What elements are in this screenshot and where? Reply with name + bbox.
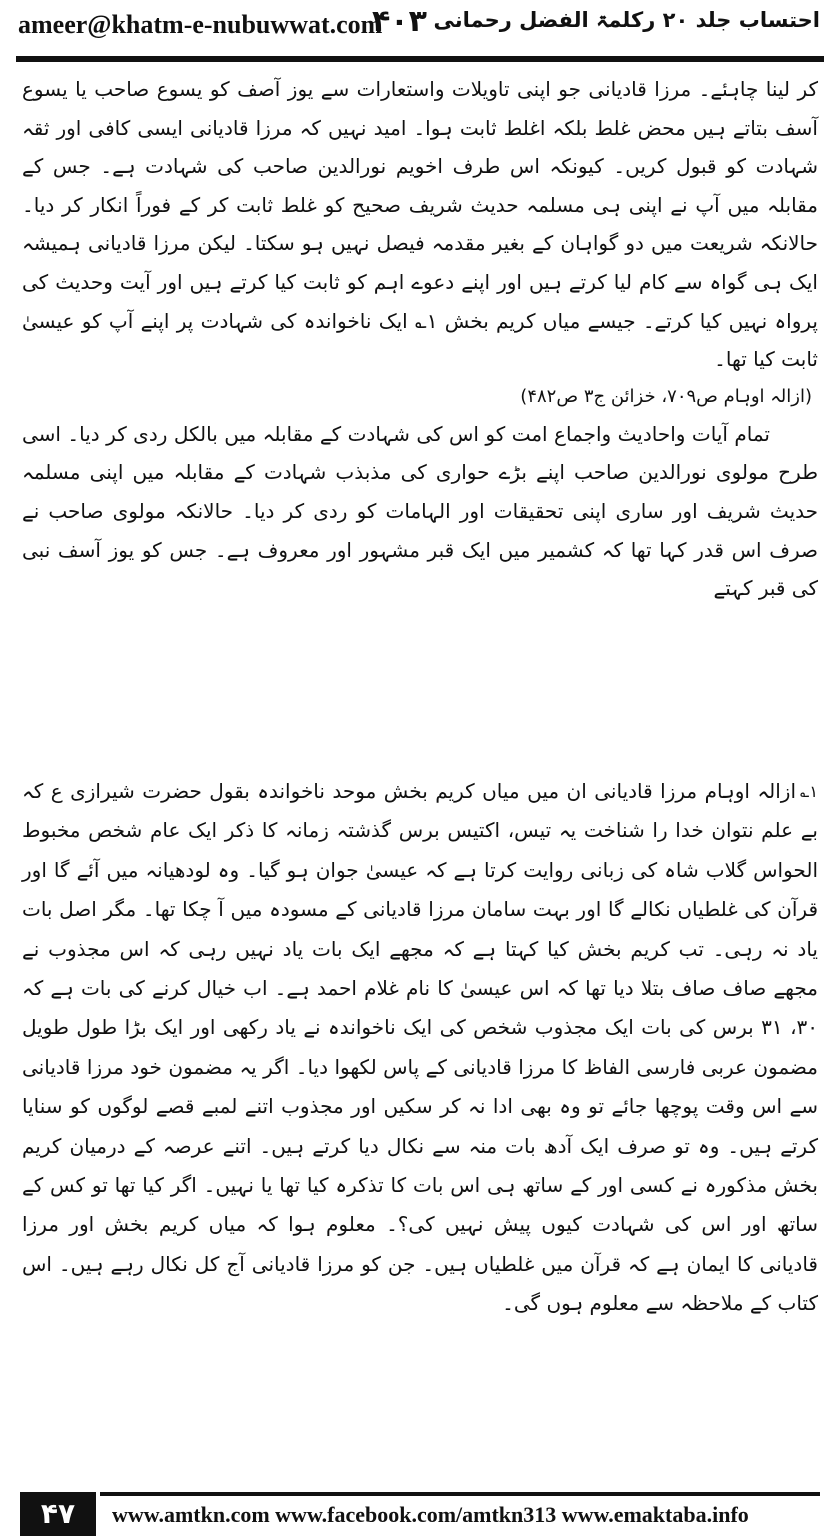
main-paragraph-1: کر لینا چاہئے۔ مرزا قادیانی جو اپنی تاویلات واستعارات سے یوز آصف کو یسوع صاحب یا یسوع آسف بتاتے ہیں محض غلط بلکہ اغلط ثابت ہوا۔ امید نہیں کہ مرزا قادیانی ایسی کافی اور ثقہ شہادت کو قبول کریں۔ کیونکہ اس طرف اخویم نورالدین صاحب کی شہادت ہے۔ جس کے مقابلہ میں آپ نے اپنی ہی مسلمہ حدیث شریف صحیح کو غلط ثابت کر کے فوراً انکار کر دیا۔ حالانکہ شریعت میں دو گواہان کے بغیر مقدمہ فیصل نہیں ہو سکتا۔ لیکن مرزا قادیانی ہمیشہ ایک ہی گواہ سے کام لیا کرتے ہیں اور اپنے دعوے اہم کو ثابت کیا کرتے ہیں اور آیت وحدیث کی پرواہ نہیں کیا کرتے۔ جیسے میاں کریم بخش ۱؎ ایک ناخواندہ کی شہادت پر اپنے آپ کو عیسیٰ ثابت کیا تھا۔ — [22, 77, 819, 372]
footer-links[interactable]: www.amtkn.com www.facebook.com/amtkn313 www.emaktaba.info — [112, 1502, 749, 1527]
main-paragraph-2: تمام آیات واحادیث واجماع امت کو اس کی شہادت کے مقابلہ میں بالکل ردی کر دیا۔ اسی طرح مولوی نورالدین صاحب اپنے بڑے حواری کی مذبذب شہادت کے مقابلہ میں اپنی مسلمہ حدیث شریف اور ساری اپنی تحقیقات اور الہامات کو ردی کر دیا۔ حالانکہ مولوی صاحب نے صرف اس قدر کہا تھا کہ کشمیر میں ایک قبر مشہور اور معروف ہے۔ جس کو یوز آسف نبی کی قبر کہتے — [22, 421, 818, 601]
header-title: احتساب جلد ۲۰ رکلمۃ الفضل رحمانی — [433, 8, 820, 32]
page-footer — [0, 1490, 840, 1540]
header-page-number: ۴۰۳ — [372, 4, 427, 39]
footnote-paragraph — [22, 772, 818, 1324]
footer-divider — [100, 1492, 820, 1496]
citation: (ازالہ اوہام ص۷۰۹، خزائن ج۳ ص۴۸۲) — [520, 385, 812, 407]
header-email[interactable]: ameer@khatm-e-nubuwwat.com — [18, 10, 383, 39]
footnote-marker: ۱؎ — [800, 782, 818, 801]
page-header — [0, 0, 840, 60]
main-text — [22, 70, 818, 608]
footer-page-box: ۴۷ — [20, 1492, 96, 1536]
header-divider — [16, 56, 824, 62]
footnote-text: ازالہ اوہام مرزا قادیانی ان میں میاں کریم بخش موحد ناخواندہ بقول حضرت شیرازی ع کہ بے علم نتوان خدا را شناخت یہ تیس، اکتیس برس گذشتہ زمانہ کا ذکر ایک عام شخص مخبوط الحواس گلاب شاہ کی زبانی روایت کرتا ہے کہ عیسیٰ جوان ہو گیا۔ وہ لودھیانہ میں آئے گا اور قرآن کی غلطیاں نکالے گا اور بہت سامان مرزا قادیانی کے مسودہ میں آ چکا تھا۔ مگر اصل بات یاد نہ رہی۔ تب کریم بخش کیا کہتا ہے کہ مجھے ایک بات یاد نہیں رہی کہ اس مجذوب نے مجھے صاف صاف بتلا دیا تھا کہ اس عیسیٰ کا نام غلام احمد ہے۔ اب خیال کرنے کی بات ہے کہ ۳۰، ۳۱ برس کی بات ایک مجذوب شخص کی ایک ناخواندہ نے یاد رکھی اور ایک بڑا طول طویل مضمون عربی فارسی الفاظ کا مرزا قادیانی کے پاس لکھوا دیا۔ اگر یہ مضمون خود مرزا قادیانی سے اس وقت پوچھا جائے تو وہ بھی ادا نہ کر سکیں اور مجذوب اتنے لمبے قصے لوگوں کو سنایا کرتے ہیں۔ وہ تو صرف ایک آدھ بات منہ سے نکال دیا کرتے ہیں۔ اتنے عرصہ کے درمیان کریم بخش مذکورہ نے کسی اور کے ساتھ ہی اس بات کا تذکرہ کیا تھا یا نہیں۔ اگر کیا تھا تو کس کے ساتھ اور اس کی شہادت کیوں پیش نہیں کی؟۔ معلوم ہوا کہ میاں کریم بخش اور مرزا قادیانی کا ایمان ہے کہ قرآن میں غلطیاں ہیں۔ جن کو مرزا قادیانی آج کل نکال رہے ہیں۔ اس کتاب کے ملاحظہ سے معلوم ہوں گی۔ — [22, 779, 819, 1316]
footnote — [22, 772, 818, 1324]
